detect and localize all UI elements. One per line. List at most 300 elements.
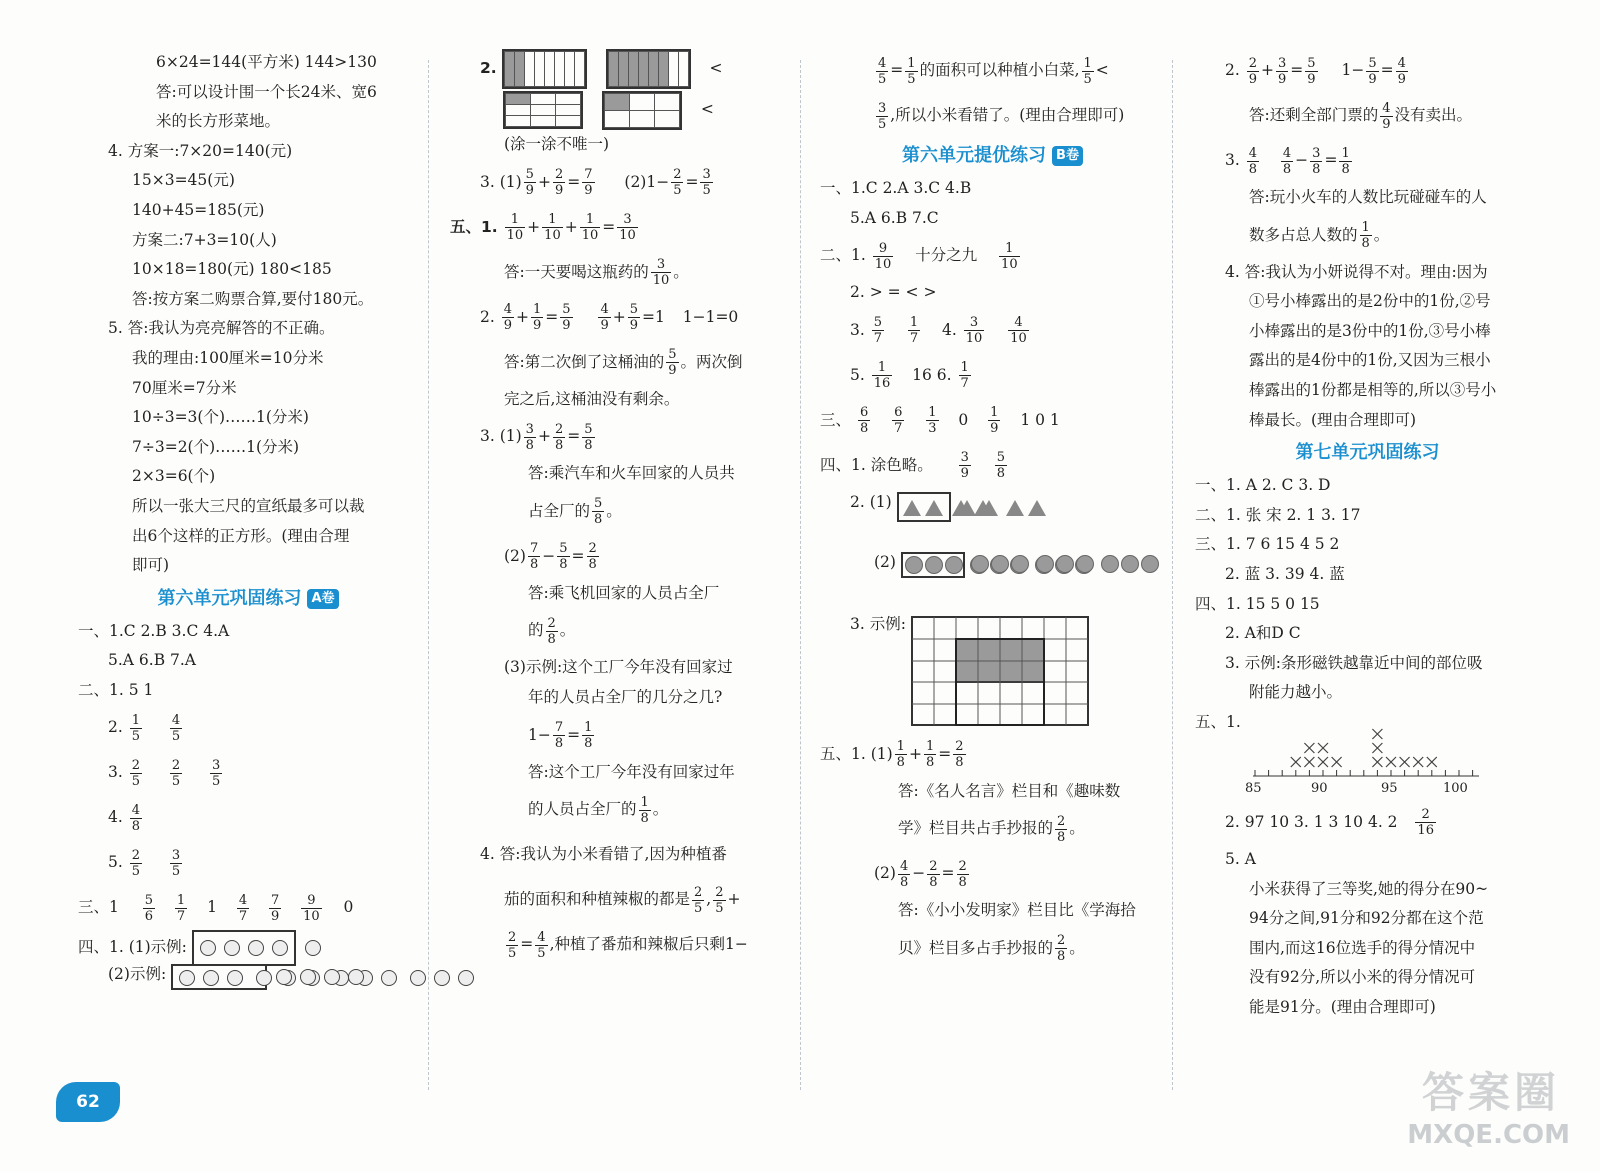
q-number: 2. (1) (850, 492, 892, 511)
fraction (553, 422, 565, 453)
denominator: 5 (131, 728, 141, 744)
denominator: 5 (715, 900, 724, 916)
dot-icon (971, 555, 989, 573)
q-number: 3. (1) (480, 427, 522, 446)
column-divider (1172, 60, 1173, 1090)
fraction (666, 347, 678, 378)
section-title: 第七单元巩固练习 (1295, 442, 1440, 464)
denominator: 5 (878, 116, 887, 132)
fraction (1339, 146, 1351, 177)
numerator: 6 (859, 405, 869, 421)
denominator: 8 (925, 755, 935, 771)
fraction (957, 859, 969, 890)
q-number: (2) (504, 546, 526, 565)
column-4 (1195, 48, 1540, 1022)
section-badge: B卷 (1052, 146, 1083, 166)
denominator: 10 (581, 228, 599, 244)
dot-icon (1141, 555, 1159, 573)
numerator: 4 (878, 55, 887, 71)
denominator: 7 (176, 908, 186, 924)
fraction (872, 315, 884, 346)
denominator: 8 (588, 557, 597, 573)
denominator: 8 (554, 437, 564, 453)
numerator: 3 (617, 212, 638, 228)
denominator: 8 (1361, 236, 1370, 252)
text-line: 能是91分。(理由合理即可) (1249, 997, 1436, 1016)
text-line: 完之后,这桶油没有剩余。 (504, 389, 680, 408)
numerator: 2 (958, 858, 967, 874)
fraction (143, 893, 155, 924)
plot-cross (1372, 743, 1382, 753)
denominator: 9 (554, 183, 564, 199)
fraction (892, 405, 904, 436)
numerator: 1 (907, 55, 916, 71)
numerator: 2 (554, 167, 564, 183)
fraction (1247, 56, 1259, 87)
text-line: 所以一张大三尺的宣纸最多可以裁 (132, 496, 365, 515)
answer-line (78, 930, 418, 960)
text: 答:还剩全部门票的 (1249, 106, 1379, 124)
numerator: 3 (1278, 55, 1287, 71)
numerator: 1 (131, 712, 141, 728)
numerator: 4 (1382, 100, 1391, 116)
numerator: 4 (1282, 145, 1292, 161)
section-title: 第六单元巩固练习 (157, 587, 302, 609)
numerator: 2 (588, 541, 597, 557)
fraction (582, 422, 594, 453)
numerator: 3 (878, 100, 887, 116)
numerator: 2 (554, 421, 564, 437)
plot-cross (1291, 757, 1301, 767)
answer-line: 2. A和D C (1225, 624, 1301, 643)
answer-line (78, 795, 418, 840)
answer-line: 3. 示例:条形磁铁越靠近中间的部位吸 (1225, 653, 1483, 672)
fraction (557, 541, 569, 572)
fraction (301, 893, 322, 924)
numerator: 1 (176, 892, 186, 908)
answer-line (820, 308, 1165, 353)
text-line: 答:乘汽车和火车回家的人员共 (528, 464, 735, 483)
numerator: 1 (580, 212, 601, 228)
circle-icon (179, 970, 195, 986)
dot-icon (1076, 555, 1094, 573)
answer-line: 五、1. (1) $\frac{1}{8}$ + $\frac{1}{8}$ = $\frac{2}{8}$ (820, 739, 964, 771)
numerator: 2 (1057, 813, 1066, 829)
answer-value: 0 (343, 898, 354, 917)
fraction (502, 302, 514, 333)
text-line: 米的长方形菜地。 (156, 112, 281, 131)
text: 数多占总人数的 (1249, 225, 1358, 244)
numerator: 3 (525, 421, 534, 437)
plot-cross (1427, 757, 1437, 767)
answer-line: 一、1. A 2. C 3. D (1195, 476, 1331, 495)
text: 没有卖出。 (1394, 106, 1473, 124)
line-plot (1245, 708, 1481, 808)
numerator: 2 (171, 757, 181, 773)
answer-line: 五、1. $\frac{1}{10}$ + $\frac{1}{10}$ + $\frac{1}{10}$ = $\frac{3}{10}$ (450, 212, 636, 244)
denominator: 8 (525, 437, 534, 453)
triangle-icon (1028, 500, 1046, 516)
numerator: 5 (559, 541, 568, 557)
text-line: 棒露出的1份都是相等的,所以③号小 (1249, 380, 1497, 399)
fraction (1360, 220, 1372, 251)
answer-line: 3. (1) $\frac{3}{8}$ + $\frac{2}{8}$ = $\frac{5}{8}$ (480, 421, 593, 453)
numerator: 5 (584, 421, 593, 437)
numerator: 1 (505, 212, 526, 228)
text: 十分之九 (915, 246, 978, 265)
denominator: 10 (1001, 256, 1018, 272)
text-line: 方案二:7+3=10(人) (132, 230, 277, 249)
fraction (170, 848, 182, 879)
text: 1− (1341, 61, 1365, 79)
text-line: 7÷3=2(个)……1(分米) (132, 437, 300, 456)
q-number: 2. (480, 307, 495, 326)
circle-icon (248, 940, 264, 956)
denominator: 8 (554, 736, 564, 752)
denominator: 6 (144, 908, 154, 924)
text-line: 出6个这样的正方形。(理由合理 (132, 526, 350, 545)
denominator: 8 (584, 736, 593, 752)
fraction (999, 241, 1020, 272)
fraction (995, 450, 1007, 481)
denominator: 9 (1307, 71, 1316, 87)
numerator: 1 (542, 212, 563, 228)
circle-icon (276, 969, 292, 985)
denominator: 5 (878, 71, 887, 87)
fraction (542, 212, 563, 243)
plot-cross (1400, 757, 1410, 767)
denominator: 7 (873, 331, 883, 347)
numerator: 5 (996, 450, 1006, 466)
text-line: 棒最长。(理由合理即可) (1249, 410, 1417, 429)
circle-icon (434, 970, 450, 986)
fraction (175, 893, 187, 924)
denominator: 8 (896, 755, 905, 771)
section-badge: A卷 (307, 589, 338, 609)
numerator: 5 (668, 347, 677, 363)
plot-cross (1386, 757, 1396, 767)
fraction (988, 405, 1000, 436)
text-line: 小棒露出的是3份中的1份,③号小棒 (1249, 321, 1491, 340)
text: < (1095, 61, 1109, 79)
q-number: 三、1 (78, 898, 119, 917)
answer-line: 二、1. 5 1 (78, 680, 154, 699)
answer-line: 的人员占全厂的 $\frac{1}{8}$ 。 (528, 794, 669, 826)
text-line: 15×3=45(元) (132, 171, 235, 190)
answer-line: 附能力越小。 (1249, 683, 1343, 702)
denominator: 9 (990, 421, 999, 437)
denominator: 8 (594, 512, 603, 528)
denominator: 7 (894, 421, 903, 437)
fraction (953, 739, 965, 770)
q-number: 3. (1) (480, 172, 522, 191)
answer-line: 2. > = < > (850, 283, 937, 302)
fraction-bar-grid (502, 49, 587, 89)
denominator: 10 (652, 273, 670, 289)
numerator: 3 (702, 167, 711, 183)
circle-icon (305, 940, 321, 956)
q-number: 五、1. (1195, 712, 1241, 731)
fraction (269, 893, 281, 924)
section-header (78, 581, 418, 617)
answer-line: 5.A 6.B 7.C (850, 208, 939, 227)
text: 0 (958, 410, 969, 429)
denominator: 9 (270, 908, 280, 924)
numerator: 1 (533, 302, 542, 318)
answer-line (820, 610, 1165, 732)
answer-value: 1 (207, 898, 217, 917)
fraction (905, 56, 917, 87)
dot-icon (925, 556, 943, 574)
text-line: 我的理由:100厘米=10分米 (132, 348, 324, 367)
answer-line (450, 340, 790, 385)
q-number: (2)1− (624, 172, 670, 191)
denominator: 10 (874, 256, 892, 272)
fraction (651, 257, 672, 288)
fraction (959, 450, 971, 481)
text-line: 答:可以设计围一个长24米、宽6 (156, 82, 377, 101)
fraction (531, 302, 543, 333)
answer-line: 5.A 6.B 7.A (108, 651, 196, 670)
axis-label: 90 (1311, 780, 1328, 796)
dot-icon (1121, 555, 1139, 573)
dot-icon (1036, 555, 1054, 573)
numerator: 4 (171, 712, 181, 728)
denominator: 8 (1341, 161, 1350, 177)
fraction (130, 803, 142, 834)
dot-icon (1101, 555, 1119, 573)
plot-cross (1332, 757, 1342, 767)
q-number: 五、1. (1) (820, 744, 893, 763)
answer-line: 2. 蓝 3. 39 4. 蓝 (1225, 564, 1345, 583)
denominator: 16 (1417, 823, 1434, 839)
plot-cross (1372, 757, 1382, 767)
fraction (1281, 146, 1293, 177)
text-line: 4. 方案一:7×20=140(元) (108, 141, 293, 160)
numerator: 2 (508, 929, 517, 945)
fraction (858, 405, 870, 436)
fraction (628, 302, 640, 333)
fraction (1415, 807, 1436, 838)
answer-line (450, 89, 790, 130)
denominator: 8 (529, 557, 539, 573)
fraction (210, 758, 222, 789)
numerator: 4 (238, 892, 248, 908)
denominator: 8 (559, 557, 568, 573)
fraction (908, 315, 920, 346)
denominator: 9 (584, 183, 593, 199)
q-number: 四、1. 涂色略。 (820, 455, 933, 474)
numerator: 1 (640, 794, 649, 810)
dot-icon (1011, 555, 1029, 573)
fraction (170, 713, 182, 744)
q-number: 2. (480, 59, 497, 77)
numerator: 1 (960, 360, 969, 376)
fraction (130, 713, 142, 744)
column-2 (450, 48, 790, 967)
page-number-badge: 62 (56, 1082, 120, 1122)
numerator: 3 (964, 315, 985, 331)
q-number: (2)示例: (108, 965, 167, 984)
answer-line (78, 960, 418, 1046)
q-number: 二、1. (820, 246, 866, 265)
fraction (535, 930, 547, 961)
answer-line (820, 353, 1165, 398)
answer-line: 2. $\frac{2}{9}$ + $\frac{3}{9}$ = $\frac{5}{9}$ 1− $\frac{5}{9}$ = $\frac{4}{9}$ (1225, 55, 1406, 87)
numerator: 7 (529, 541, 539, 557)
plot-cross (1318, 757, 1328, 767)
fraction (582, 167, 594, 198)
denominator: 7 (238, 908, 248, 924)
text: 贝》栏目多占手抄报的 (898, 938, 1054, 957)
fraction (700, 167, 712, 198)
answer-line: 一、1.C 2.B 3.C 4.A (78, 621, 230, 640)
denominator: 5 (1083, 71, 1092, 87)
column-divider (800, 60, 801, 1090)
answer-line: 5. A (1225, 849, 1256, 868)
denominator: 8 (1057, 949, 1066, 965)
fraction (1380, 101, 1392, 132)
answer-line: 学》栏目共占手抄报的 $\frac{2}{8}$ 。 (898, 813, 1085, 845)
q-number: 五、1. (450, 217, 498, 236)
q-number: 5. (108, 853, 123, 872)
denominator: 5 (907, 71, 916, 87)
circle-icon (324, 969, 340, 985)
denominator: 10 (303, 908, 320, 924)
dot-icon (945, 556, 963, 574)
text-line: 10÷3=3(个)……1(分米) (132, 408, 309, 427)
numerator: 9 (873, 241, 894, 257)
axis-label: 100 (1443, 780, 1468, 796)
answer-line: (2) $\frac{7}{8}$ − $\frac{5}{8}$ = $\frac{2}{8}$ (504, 541, 597, 573)
denominator: 5 (673, 183, 682, 199)
q-number: 3. 示例: (850, 614, 906, 633)
fraction (587, 541, 599, 572)
text-line: 答:《名人名言》栏目和《趣味数 (898, 781, 1121, 800)
numerator: 4 (503, 302, 513, 318)
column-1 (78, 48, 418, 1046)
text-line: 年的人员占全厂的几分之几? (528, 687, 723, 706)
denominator: 5 (537, 945, 546, 961)
text-line: 答:《小小发明家》栏目比《学海拾 (898, 901, 1136, 920)
answer-line (78, 750, 418, 795)
numerator: 4 (600, 302, 609, 318)
fraction (1276, 56, 1288, 87)
triangle-icon (1006, 500, 1024, 516)
answer-line: 2. $\frac{4}{9}$ + $\frac{1}{9}$ = $\frac{5}{9}$ $\frac{4}{9}$ + $\frac{5}{9}$ =1 1−1=0 (480, 302, 739, 334)
fraction (580, 212, 601, 243)
circle-icon (458, 970, 474, 986)
fraction (1305, 56, 1317, 87)
fraction (1008, 315, 1029, 346)
triangle-icon (980, 500, 998, 516)
denominator: 5 (171, 728, 181, 744)
text-line: 没有92分,所以小米的得分情况可 (1249, 968, 1476, 987)
numerator: 9 (301, 893, 322, 909)
axis-label: 85 (1245, 780, 1262, 796)
fraction (895, 739, 907, 770)
text-line: 10×18=180(元) 180<185 (132, 260, 332, 279)
column-divider (428, 60, 429, 1090)
text-line: 答:这个工厂今年没有回家过年 (528, 762, 735, 781)
text-line: 答:乘飞机回家的人员占全厂 (528, 583, 720, 602)
numerator: 7 (554, 720, 564, 736)
denominator: 8 (584, 437, 593, 453)
denominator: 9 (533, 318, 542, 334)
denominator: 8 (996, 466, 1006, 482)
text-line: (3)示例:这个工厂今年没有回家过 (504, 658, 733, 677)
text: 的面积可以种植小白菜, (919, 61, 1080, 79)
answer-line: 3. $\frac{4}{8}$ $\frac{4}{8}$ − $\frac{3}{8}$ = $\frac{1}{8}$ (1225, 145, 1350, 177)
plot-cross (1304, 743, 1314, 753)
numerator: 1 (872, 360, 893, 376)
answer-line (1195, 93, 1540, 138)
text-line: 答:玩小火车的人数比玩碰碰车的人 (1249, 188, 1487, 206)
numerator: 2 (673, 167, 682, 183)
numerator: 2 (131, 757, 141, 773)
answer-line (1195, 800, 1540, 845)
answer-line (450, 48, 790, 89)
denominator: 9 (1278, 71, 1287, 87)
fraction (927, 859, 939, 890)
q-number: 3. (850, 320, 865, 339)
circle-icon (200, 940, 216, 956)
text-line: 答:按方案二购票合算,要付180元。 (132, 289, 374, 308)
circle-icon (381, 970, 397, 986)
denominator: 9 (525, 183, 534, 199)
denominator: 8 (929, 874, 938, 890)
numerator: 2 (547, 615, 556, 631)
triangle-icon (903, 500, 921, 516)
plot-cross (1413, 757, 1423, 767)
compare-sign: < (700, 100, 714, 118)
fraction (1366, 56, 1378, 87)
text: ,所以小米看错了。(理由合理即可) (890, 106, 1125, 124)
denominator: 8 (859, 421, 869, 437)
text: 16 6. (912, 365, 952, 384)
numerator: 1 (925, 739, 935, 755)
denominator: 8 (1248, 161, 1258, 177)
numerator: 5 (629, 302, 639, 318)
numerator: 3 (212, 757, 221, 773)
denominator: 5 (171, 863, 181, 879)
denominator: 10 (619, 228, 636, 244)
answer-line: 一、1.C 2.A 3.C 4.B (820, 179, 972, 197)
text-line: 140+45=185(元) (132, 200, 265, 219)
numerator: 4 (899, 858, 909, 874)
fraction (617, 212, 638, 243)
numerator: 4 (537, 929, 546, 945)
answer-line (1195, 708, 1540, 800)
denominator: 9 (629, 318, 639, 334)
denominator: 9 (1368, 71, 1377, 87)
denominator: 10 (506, 228, 524, 244)
fraction (713, 885, 725, 916)
answer-line: 二、1. 张 宋 2. 1 3. 17 (1195, 505, 1361, 524)
numerator: 5 (594, 496, 603, 512)
denominator: 5 (508, 945, 517, 961)
denominator: 7 (960, 376, 969, 392)
compare-sign: < (709, 59, 723, 77)
fraction (639, 795, 651, 826)
plot-cross (1372, 729, 1382, 739)
denominator: 9 (1397, 71, 1406, 87)
denominator: 10 (1010, 331, 1027, 347)
text-line: 6×24=144(平方米) 144>130 (156, 53, 377, 71)
denominator: 5 (212, 773, 221, 789)
numerator: 1 (1361, 220, 1370, 236)
text: 占全厂的 (528, 501, 591, 520)
